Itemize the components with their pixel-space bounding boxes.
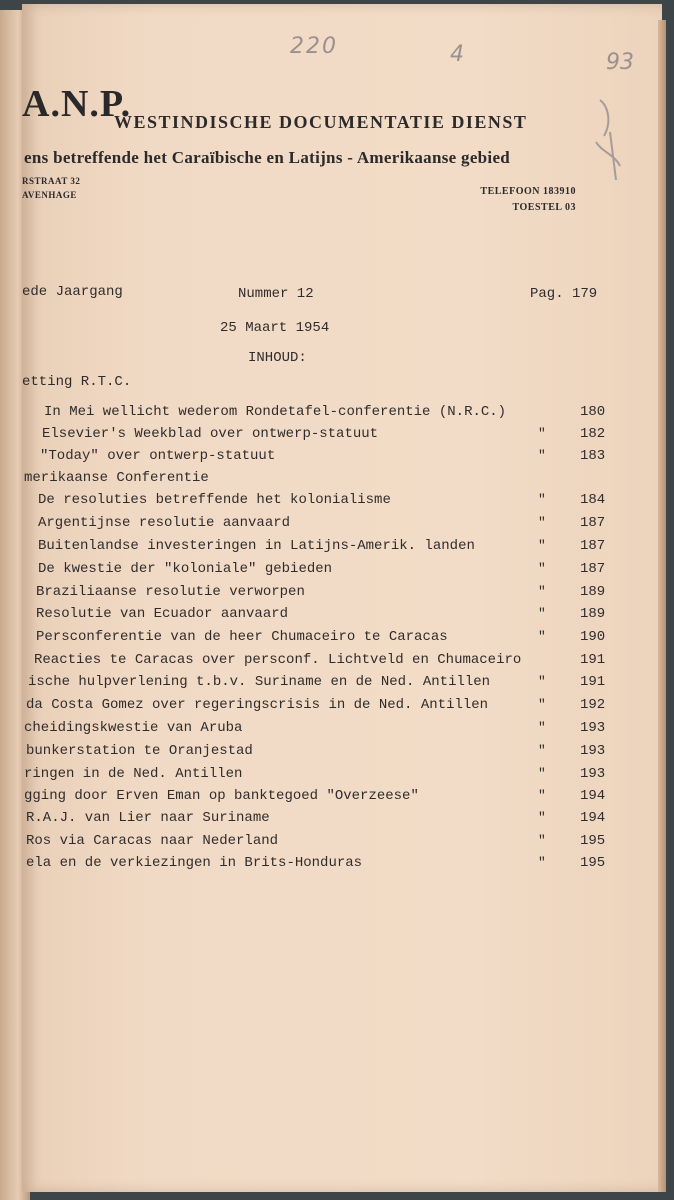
toc-title: Ros via Caracas naar Nederland — [26, 833, 279, 849]
toc-title: Argentijnse resolutie aanvaard — [38, 515, 291, 531]
toc-section — [22, 374, 662, 396]
toc-title: Braziliaanse resolutie verworpen — [36, 584, 305, 600]
toc-entry — [22, 448, 662, 470]
toc-entry — [22, 833, 662, 855]
ditto-mark: " — [538, 629, 546, 644]
address-line: AVENHAGE — [22, 190, 77, 200]
issue-number: Nummer 12 — [238, 286, 314, 302]
ditto-mark: " — [538, 697, 546, 712]
org-name: WESTINDISCHE DOCUMENTATIE DIENST — [114, 112, 528, 132]
ditto-mark: " — [538, 810, 546, 825]
document-page — [22, 4, 662, 1192]
toc-entry — [22, 584, 662, 606]
toc-title: da Costa Gomez over regeringscrisis in de Ned. Antillen — [26, 697, 489, 713]
toc-entry — [22, 720, 662, 742]
toc-entry — [22, 810, 662, 832]
ditto-mark: " — [538, 448, 546, 463]
ditto-mark: " — [538, 855, 546, 870]
handwritten-mark: 4 — [450, 42, 464, 67]
phone-number: TELEFOON 183910 — [480, 186, 576, 197]
toc-page: 189 — [580, 606, 606, 622]
toc-entry — [22, 426, 662, 448]
toc-title: De resoluties betreffende het kolonialisme — [38, 492, 391, 508]
page-stack-edge — [658, 20, 666, 1192]
toc-page: 183 — [580, 448, 606, 464]
ditto-mark: " — [538, 743, 546, 758]
toc-page: 194 — [580, 788, 606, 804]
toc-page: 193 — [580, 766, 606, 782]
toc-title: Elsevier's Weekblad over ontwerp-statuut — [42, 426, 379, 442]
toc-title: bunkerstation te Oranjestad — [26, 743, 253, 759]
toc-title: Buitenlandse investeringen in Latijns-Amerik. landen — [38, 538, 475, 554]
ditto-mark: " — [538, 515, 546, 530]
toc-page: 193 — [580, 743, 606, 759]
letterhead-subtitle: ens betreffende het Caraïbische en Latijns - Amerikaanse gebied — [24, 148, 511, 167]
toc-entry — [22, 652, 662, 674]
volume-label: ede Jaargang — [22, 284, 123, 300]
toc-entry — [22, 561, 662, 583]
ditto-mark: " — [538, 538, 546, 553]
toc-title: "Today" over ontwerp-statuut — [40, 448, 276, 464]
ditto-mark: " — [538, 584, 546, 599]
toc-title: ische hulpverlening t.b.v. Suriname en de Ned. Antillen — [28, 674, 491, 690]
handwritten-mark: 93 — [606, 50, 634, 75]
toc-entry — [22, 855, 662, 877]
toc-title: R.A.J. van Lier naar Suriname — [26, 810, 270, 826]
toc-title: gging door Erven Eman op banktegoed "Overzeese" — [24, 788, 419, 804]
ditto-mark: " — [538, 766, 546, 781]
toc-page: 187 — [580, 538, 606, 554]
toc-entry — [22, 606, 662, 628]
toc-page: 192 — [580, 697, 606, 713]
phone-extension: TOESTEL 03 — [512, 202, 576, 213]
toc-title: merikaanse Conferentie — [24, 470, 209, 486]
handwritten-number: 220 — [290, 34, 338, 59]
toc-title: ringen in de Ned. Antillen — [24, 766, 243, 782]
ditto-mark: " — [538, 674, 546, 689]
toc-entry — [22, 788, 662, 810]
toc-page: 184 — [580, 492, 606, 508]
pencil-scribble-icon — [590, 92, 630, 182]
toc-entry — [22, 674, 662, 696]
toc-page: 187 — [580, 561, 606, 577]
ditto-mark: " — [538, 426, 546, 441]
toc-title: In Mei wellicht wederom Rondetafel-conferentie (N.R.C.) — [44, 404, 507, 420]
toc-entry — [22, 515, 662, 537]
toc-entry — [22, 743, 662, 765]
toc-entry — [22, 492, 662, 514]
toc-entry — [22, 538, 662, 560]
toc-page: 180 — [580, 404, 606, 420]
ditto-mark: " — [538, 492, 546, 507]
toc-page: 193 — [580, 720, 606, 736]
issue-date: 25 Maart 1954 — [220, 320, 330, 336]
page-number: Pag. 179 — [530, 286, 598, 302]
toc-title: De kwestie der "koloniale" gebieden — [38, 561, 333, 577]
ditto-mark: " — [538, 606, 546, 621]
toc-page: 194 — [580, 810, 606, 826]
org-abbreviation: A.N.P. — [22, 83, 132, 125]
toc-title: cheidingskwestie van Aruba — [24, 720, 243, 736]
toc-page: 190 — [580, 629, 606, 645]
address-line: RSTRAAT 32 — [22, 176, 81, 186]
toc-page: 195 — [580, 833, 606, 849]
toc-title: ela en de verkiezingen in Brits-Honduras — [26, 855, 363, 871]
toc-page: 182 — [580, 426, 606, 442]
toc-entry — [22, 766, 662, 788]
ditto-mark: " — [538, 561, 546, 576]
toc-title: Reacties te Caracas over persconf. Lichtveld en Chumaceiro — [34, 652, 522, 668]
toc-title: etting R.T.C. — [22, 374, 132, 390]
toc-entry — [22, 697, 662, 719]
toc-page: 187 — [580, 515, 606, 531]
toc-page: 189 — [580, 584, 606, 600]
ditto-mark: " — [538, 788, 546, 803]
toc-entry — [22, 629, 662, 651]
toc-page: 191 — [580, 674, 606, 690]
toc-title: Persconferentie van de heer Chumaceiro te Caracas — [36, 629, 448, 645]
ditto-mark: " — [538, 720, 546, 735]
contents-heading: INHOUD: — [248, 350, 307, 366]
ditto-mark: " — [538, 833, 546, 848]
toc-entry — [22, 404, 662, 426]
toc-title: Resolutie van Ecuador aanvaard — [36, 606, 289, 622]
toc-page: 191 — [580, 652, 606, 668]
toc-page: 195 — [580, 855, 606, 871]
toc-section — [22, 470, 662, 492]
